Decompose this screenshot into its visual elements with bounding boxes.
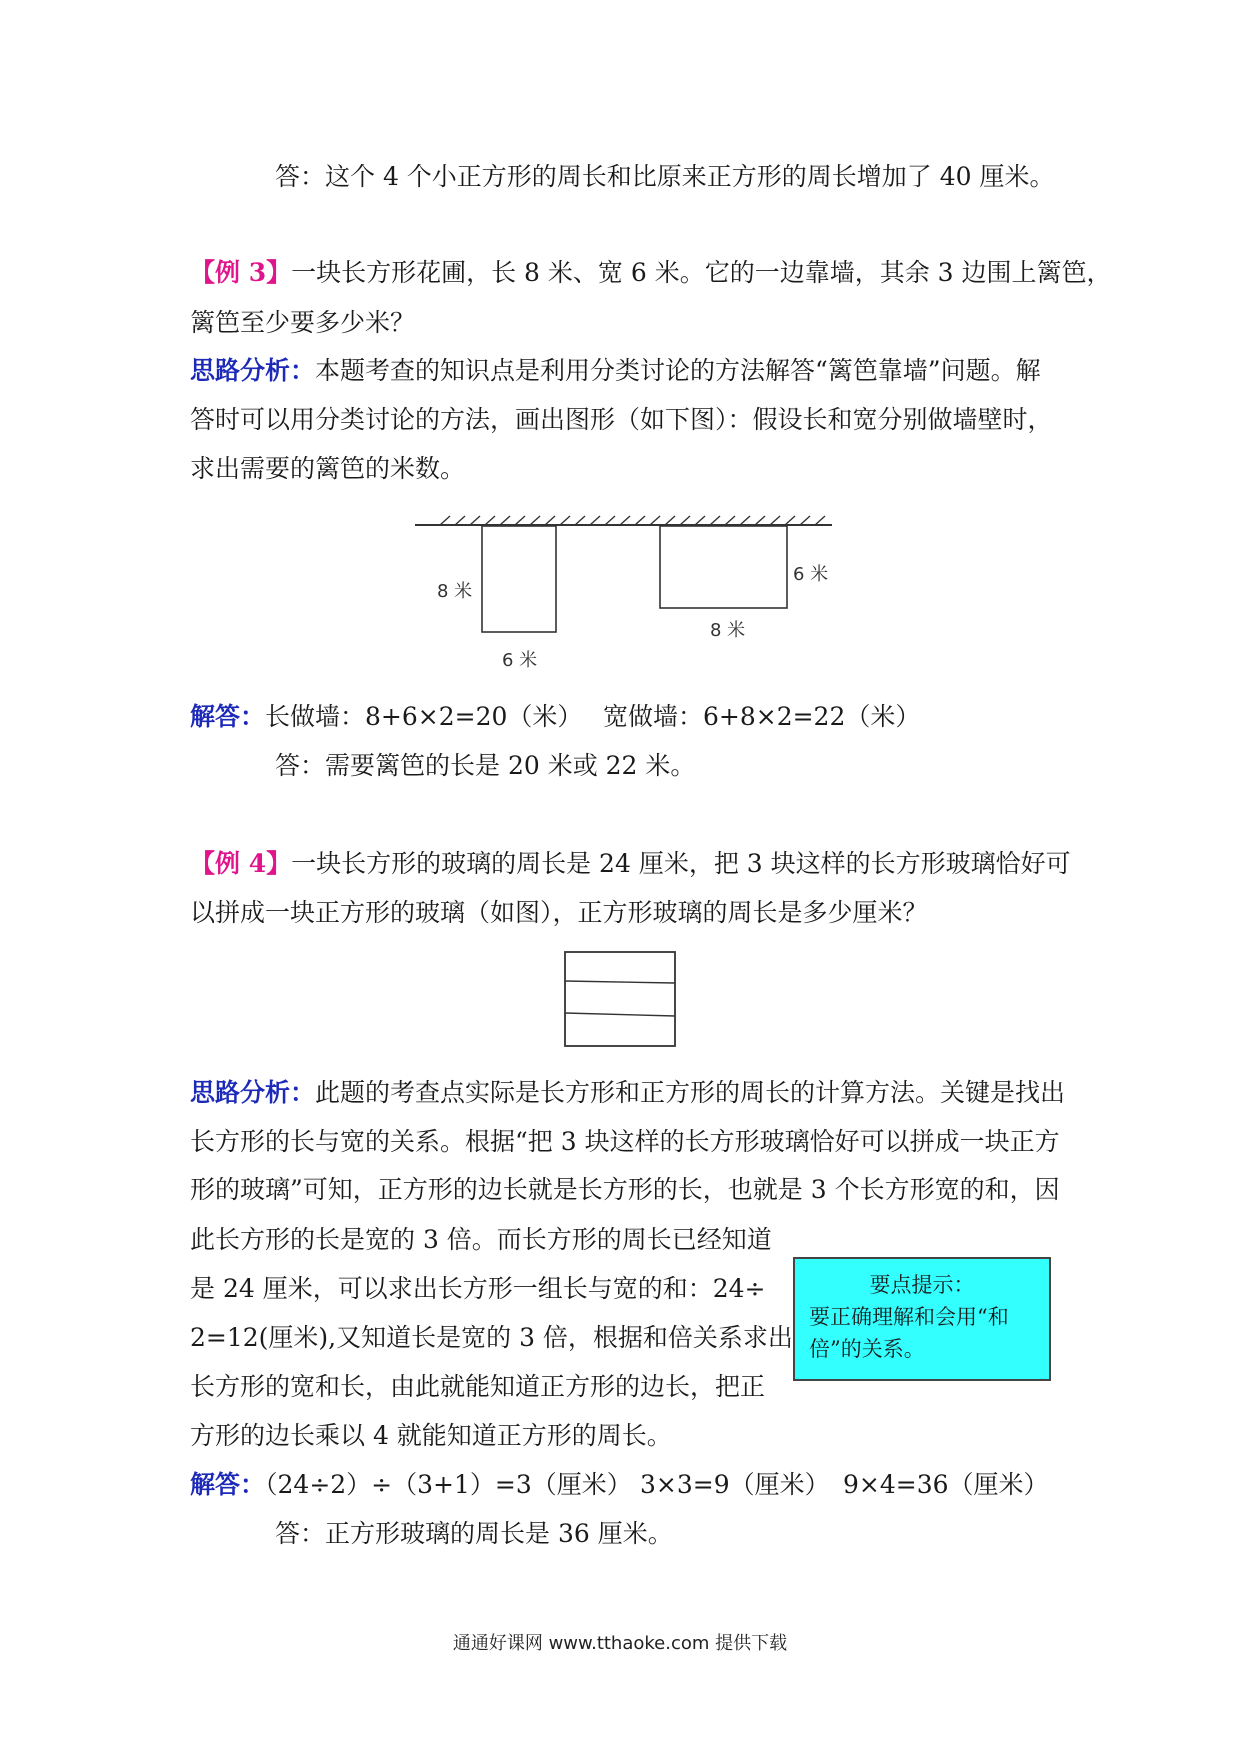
example3-solution [190, 700, 582, 734]
square-glass-diagram [563, 950, 681, 1050]
example3-tag: 【例 3】 [190, 258, 292, 287]
tip-line1: 要正确理解和会用“和 [809, 1305, 1009, 1329]
left-side-label: 8 米 [437, 581, 473, 602]
long-side-wall-rect [482, 526, 556, 632]
example3-solution-part1: 长做墙：8+6×2=20（米） [265, 702, 583, 731]
tip-title: 要点提示： [869, 1273, 975, 1297]
example3-analysis-label: 思路分析： [190, 356, 316, 385]
example4-question-line1 [190, 847, 1071, 881]
prev-answer: 答：这个 4 个小正方形的周长和比原来正方形的周长增加了 40 厘米。 [275, 162, 1055, 191]
example4-analysis-line5: 是 24 厘米，可以求出长方形一组长与宽的和：24÷ [190, 1274, 766, 1303]
example4-question-text1: 一块长方形的玻璃的周长是 24 厘米，把 3 块这样的长方形玻璃恰好可 [291, 849, 1071, 878]
example4-solution-label: 解答： [190, 1470, 266, 1499]
example3-question-line1 [190, 256, 1112, 290]
example4-solution-part3: 9×4=36（厘米） [843, 1470, 1049, 1499]
left-bottom-label: 6 米 [502, 650, 538, 671]
example4-analysis-text1: 此题的考查点实际是长方形和正方形的周长的计算方法。关键是找出 [315, 1078, 1066, 1107]
example3-analysis-line2: 答时可以用分类讨论的方法，画出图形（如下图）：假设长和宽分别做墙壁时， [190, 405, 1053, 434]
right-side-label: 6 米 [793, 564, 829, 585]
footer-credit: 通通好课网 www.tthaoke.com 提供下载 [452, 1633, 788, 1654]
example4-analysis-line8: 方形的边长乘以 4 就能知道正方形的周长。 [190, 1421, 672, 1450]
example3-question-line2: 篱笆至少要多少米？ [190, 308, 416, 337]
example3-answer: 答：需要篱笆的长是 20 米或 22 米。 [275, 751, 696, 780]
key-point-tip-box [793, 1257, 1051, 1381]
example4-solution-part2: 3×3=9（厘米） [640, 1470, 830, 1499]
example4-analysis-line7: 长方形的宽和长，由此就能知道正方形的边长，把正 [190, 1372, 766, 1401]
example3-solution-label: 解答： [190, 702, 266, 731]
wide-side-wall-rect [660, 526, 787, 608]
example4-answer: 答：正方形玻璃的周长是 36 厘米。 [275, 1519, 673, 1548]
example4-tag: 【例 4】 [190, 849, 292, 878]
example3-solution-part2: 宽做墙：6+8×2=22（米） [603, 702, 921, 731]
fence-wall-diagram [410, 505, 840, 675]
example4-analysis-line4: 此长方形的长是宽的 3 倍。而长方形的周长已经知道 [190, 1225, 772, 1254]
example3-question-text1: 一块长方形花圃，长 8 米、宽 6 米。它的一边靠墙，其余 3 边围上篱笆， [291, 258, 1112, 287]
example4-question-line2: 以拼成一块正方形的玻璃（如图），正方形玻璃的周长是多少厘米？ [190, 898, 928, 927]
example4-analysis-line3: 形的玻璃”可知，正方形的边长就是长方形的长，也就是 3 个长方形宽的和，因 [190, 1175, 1060, 1204]
example4-solution-part1: （24÷2）÷（3+1）=3（厘米） [265, 1470, 632, 1499]
tip-line2: 倍”的关系。 [809, 1337, 925, 1361]
example4-analysis-line1 [190, 1076, 1065, 1110]
example4-analysis-line6: 2=12(厘米),又知道长是宽的 3 倍，根据和倍关系求出 [190, 1323, 793, 1352]
example3-analysis-line3: 求出需要的篱笆的米数。 [190, 454, 466, 483]
example3-analysis-line1 [190, 354, 1041, 388]
example4-solution [190, 1468, 632, 1502]
right-bottom-label: 8 米 [710, 620, 746, 641]
example4-analysis-line2: 长方形的长与宽的关系。根据“把 3 块这样的长方形玻璃恰好可以拼成一块正方 [190, 1127, 1060, 1156]
example3-analysis-text1: 本题考查的知识点是利用分类讨论的方法解答“篱笆靠墙”问题。解 [315, 356, 1041, 385]
example4-analysis-label: 思路分析： [190, 1078, 316, 1107]
